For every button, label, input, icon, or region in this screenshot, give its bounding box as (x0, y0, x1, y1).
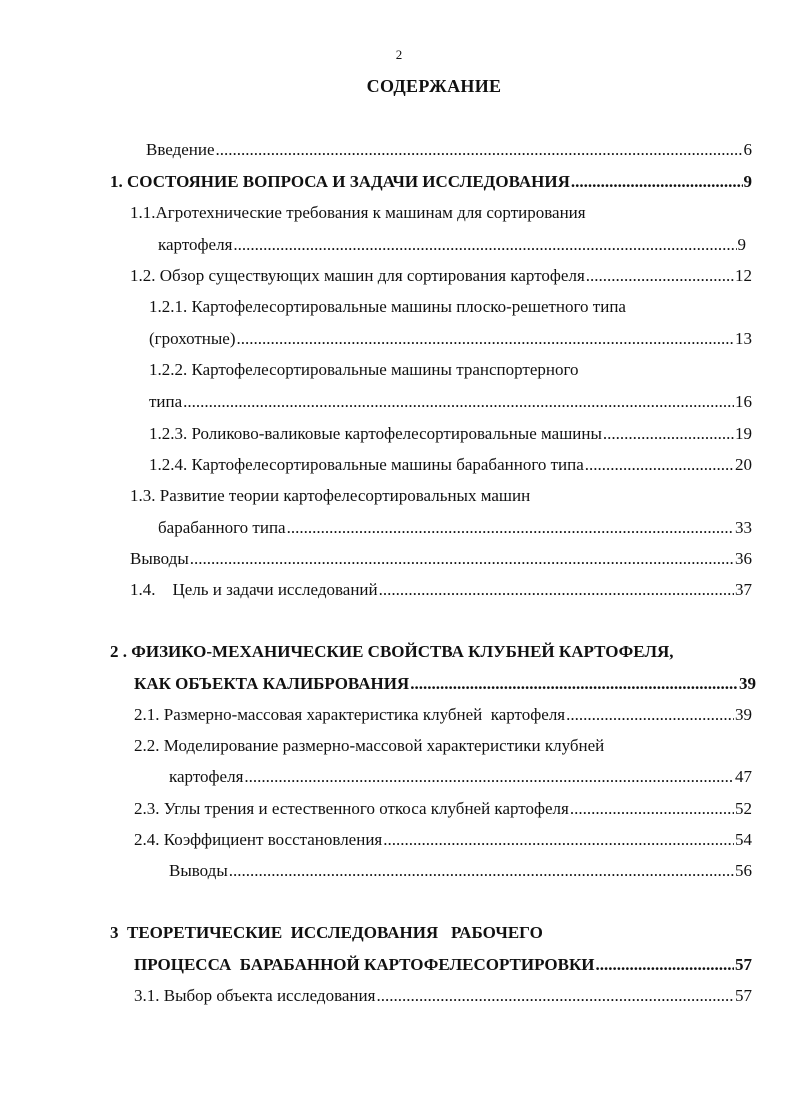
toc-entry-title: Выводы (130, 549, 189, 568)
toc-entry-1-1-line1[interactable]: 1.1.Агротехнические требования к машинам для сортирования (130, 203, 586, 222)
dot-leader (379, 580, 734, 600)
dot-leader (410, 674, 738, 694)
toc-entry-3-1[interactable] (134, 986, 752, 1008)
toc-entry-title: 2.1. Размерно-массовая характеристика клубней картофеля (134, 705, 566, 724)
toc-entry-title: 2.3. Углы трения и естественного откоса клубней картофеля (134, 799, 569, 818)
toc-entry-2-2-line2[interactable] (169, 767, 752, 789)
toc-entry-title: КАК ОБЪЕКТА КАЛИБРОВАНИЯ (134, 674, 410, 693)
dot-leader (376, 986, 734, 1006)
dot-leader (287, 518, 734, 538)
toc-entry-page: 57 (735, 986, 752, 1005)
dot-leader (190, 549, 734, 569)
page-number: 2 (395, 47, 403, 62)
toc-entry-title: 1. СОСТОЯНИЕ ВОПРОСА И ЗАДАЧИ ИССЛЕДОВАНИЯ (110, 172, 570, 191)
dot-leader (229, 861, 734, 881)
toc-entry-1-2[interactable] (130, 266, 752, 288)
toc-entry-chapter-2-line1[interactable]: 2 . ФИЗИКО-МЕХАНИЧЕСКИЕ СВОЙСТВА КЛУБНЕЙ КАРТОФЕЛЯ, (110, 642, 674, 661)
toc-entry-page: 33 (735, 518, 752, 537)
toc-entry-page: 52 (735, 799, 752, 818)
toc-entry-page: 12 (735, 266, 752, 285)
toc-entry-title: 1.4. Цель и задачи исследований (130, 580, 378, 599)
toc-entry-title: типа (149, 392, 183, 411)
toc-entry-title: (грохотные) (149, 329, 236, 348)
toc-entry-chapter-2-conclusions[interactable] (169, 861, 752, 883)
toc-entry-title: 1.2.3. Роликово-валиковые картофелесортировальные машины (149, 424, 602, 443)
toc-entry-intro[interactable] (146, 140, 752, 162)
dot-leader (571, 172, 743, 192)
toc-entry-2-1[interactable] (134, 705, 752, 727)
toc-entry-page: 9 (737, 235, 746, 254)
toc-entry-1-2-2-line1[interactable]: 1.2.2. Картофелесортировальные машины транспортерного (149, 360, 579, 379)
toc-entry-chapter-3-line1[interactable]: 3 ТЕОРЕТИЧЕСКИЕ ИССЛЕДОВАНИЯ РАБОЧЕГО (110, 923, 543, 942)
toc-entry-page: 19 (735, 424, 752, 443)
toc-entry-1-2-4[interactable] (149, 455, 752, 477)
dot-leader (566, 705, 734, 725)
toc-entry-page: 39 (739, 674, 756, 693)
toc-entry-page: 54 (735, 830, 752, 849)
dot-leader (244, 767, 734, 787)
toc-entry-1-4[interactable] (130, 580, 752, 602)
toc-entry-2-3[interactable] (134, 799, 752, 821)
toc-entry-chapter-1-conclusions[interactable] (130, 549, 752, 571)
toc-entry-1-2-3[interactable] (149, 424, 752, 446)
toc-entry-page: 36 (735, 549, 752, 568)
toc-entry-title: 1.2.4. Картофелесортировальные машины барабанного типа (149, 455, 584, 474)
toc-entry-page: 57 (735, 955, 752, 974)
toc-entry-1-3-line2[interactable] (158, 518, 752, 540)
toc-entry-page: 37 (735, 580, 752, 599)
dot-leader (237, 329, 735, 349)
toc-entry-2-2-line1[interactable]: 2.2. Моделирование размерно-массовой характеристики клубней (134, 736, 605, 755)
toc-entry-1-2-1-line1[interactable]: 1.2.1. Картофелесортировальные машины плоско-решетного типа (149, 297, 626, 316)
toc-entry-title: Выводы (169, 861, 228, 880)
toc-entry-page: 13 (735, 329, 752, 348)
toc-entry-title: барабанного типа (158, 518, 286, 537)
toc-entry-title: Введение (146, 140, 215, 159)
toc-entry-title: ПРОЦЕССА БАРАБАННОЙ КАРТОФЕЛЕСОРТИРОВКИ (134, 955, 595, 974)
toc-entry-title: 2.4. Коэффициент восстановления (134, 830, 383, 849)
toc-entry-1-3-line1[interactable]: 1.3. Развитие теории картофелесортировальных машин (130, 486, 531, 505)
toc-entry-page: 20 (735, 455, 752, 474)
dot-leader (216, 140, 743, 160)
dot-leader (596, 955, 734, 975)
toc-entry-chapter-2-line2[interactable] (134, 674, 756, 696)
dot-leader (233, 235, 736, 255)
toc-entry-2-4[interactable] (134, 830, 752, 852)
toc-entry-chapter-3-line2[interactable] (134, 955, 752, 977)
toc-entry-page: 16 (735, 392, 752, 411)
toc-entry-title: 3.1. Выбор объекта исследования (134, 986, 376, 1005)
dot-leader (603, 424, 734, 444)
toc-entry-chapter-1[interactable] (110, 172, 752, 194)
toc-heading: СОДЕРЖАНИЕ (366, 76, 502, 96)
dot-leader (183, 392, 734, 412)
dot-leader (585, 455, 734, 475)
toc-entry-title: 1.2. Обзор существующих машин для сортирования картофеля (130, 266, 585, 285)
toc-entry-1-2-2-line2[interactable] (149, 392, 752, 414)
toc-entry-page: 56 (735, 861, 752, 880)
dot-leader (586, 266, 734, 286)
dot-leader (570, 799, 734, 819)
toc-entry-title: картофеля (158, 235, 233, 254)
toc-entry-page: 9 (743, 172, 752, 191)
dot-leader (383, 830, 734, 850)
toc-entry-page: 6 (743, 140, 752, 159)
toc-entry-title: картофеля (169, 767, 244, 786)
toc-entry-page: 39 (735, 705, 752, 724)
toc-entry-page: 47 (735, 767, 752, 786)
toc-entry-1-2-1-line2[interactable] (149, 329, 752, 351)
toc-entry-1-1-line2[interactable] (158, 235, 746, 257)
